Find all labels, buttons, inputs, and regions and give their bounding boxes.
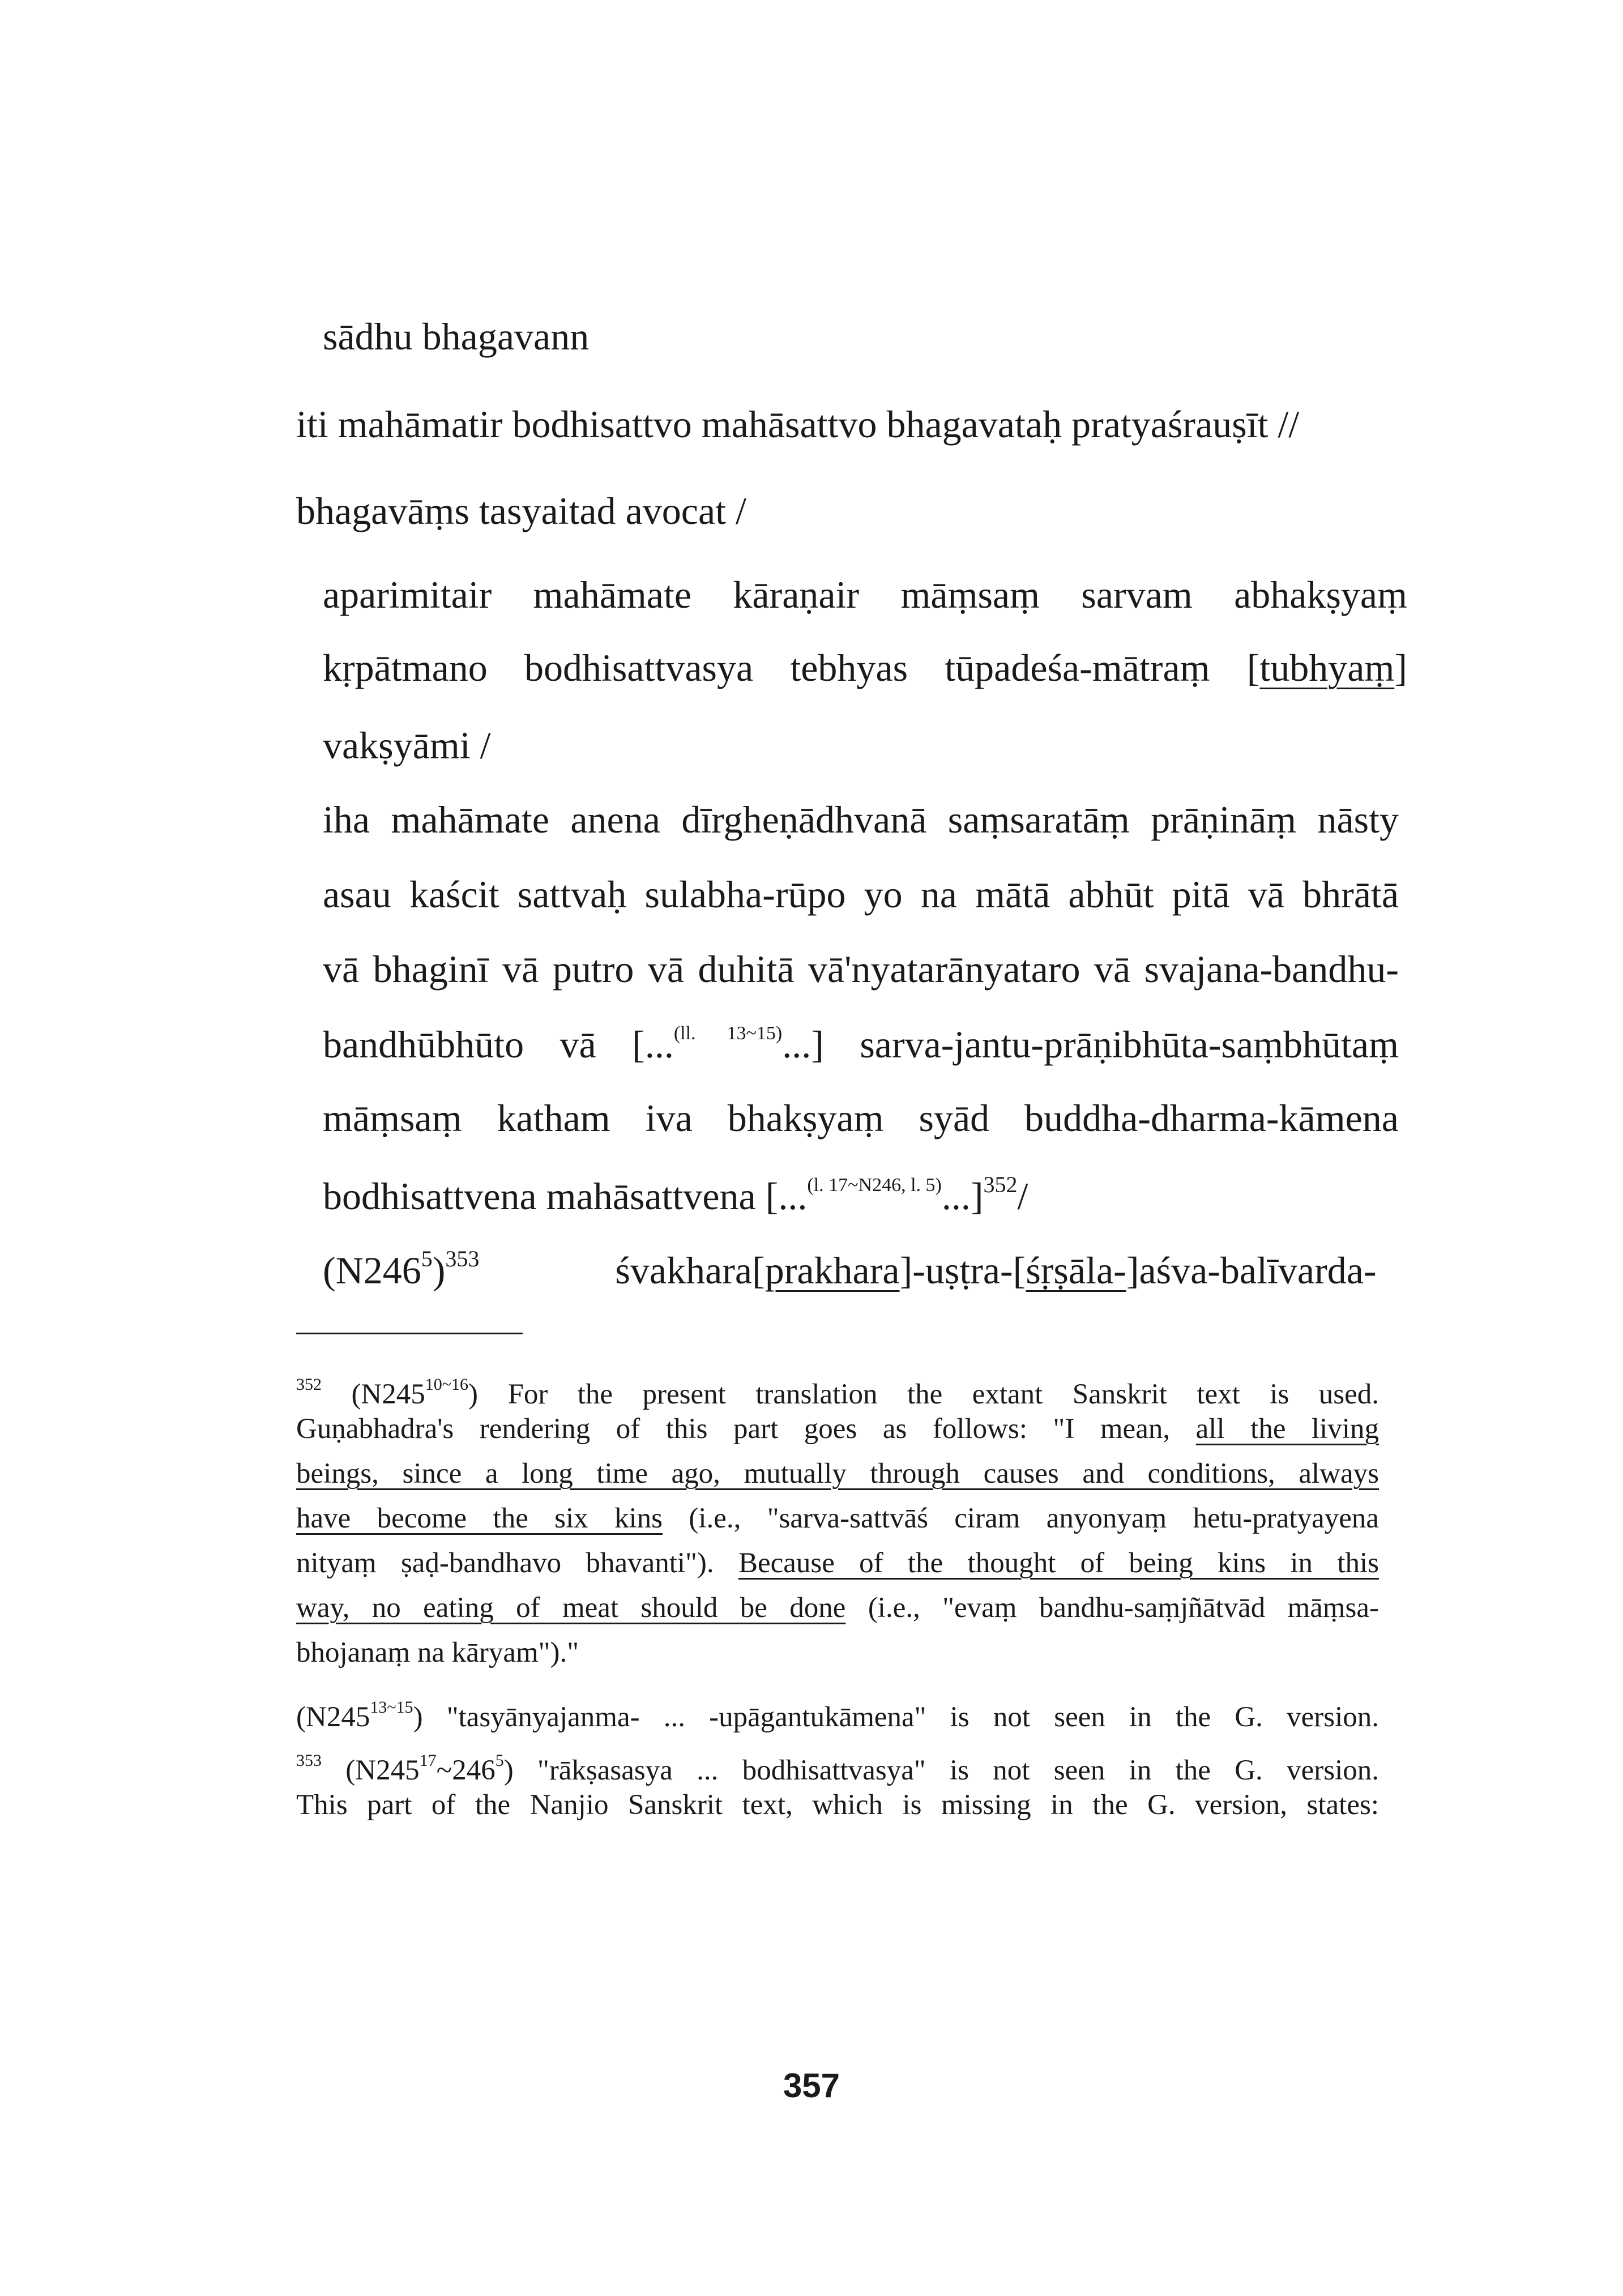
text-line: [296, 403, 1400, 446]
line-text: ): [432, 1249, 446, 1292]
line-text: vā bhaginī vā putro vā duhitā vā'nyatarānyataro vā svajana-bandhu-: [323, 948, 1399, 991]
line-text: iha mahāmate anena dīrgheṇādhvanā saṃsaratāṃ prāṇināṃ nāsty: [323, 798, 1399, 841]
underlined-text: have become the six kins: [296, 1503, 663, 1534]
footnote-text: "rākṣasasya ... bodhisattvasya" is not seen in the G. version.: [537, 1755, 1379, 1786]
footnote-line: [296, 1783, 1379, 1828]
line-text: aparimitair mahāmate kāraṇair māṃsaṃ sarvam abhakṣyaṃ: [323, 573, 1407, 616]
footnote-text: For the present translation the extant Sanskrit text is used.: [507, 1379, 1379, 1410]
page-number: 357: [783, 2067, 840, 2105]
footnote-text: (i.e., "sarva-sattvāś ciram anyonyaṃ hetu-pratyayena: [689, 1503, 1379, 1534]
text-line: [323, 317, 1427, 356]
footnote-ref-352: 352: [983, 1172, 1018, 1197]
footnote-number: 353: [296, 1751, 322, 1770]
text-line: [296, 489, 1400, 532]
line-text: (N246: [323, 1249, 421, 1292]
line-text: ]aśva-balīvarda-: [1126, 1249, 1377, 1292]
footnote-line: [296, 1496, 1379, 1541]
underlined-word: tubhyaṃ: [1259, 646, 1395, 689]
footnote-352: [296, 1362, 1379, 1675]
line-text: bhagavāṃs tasyaitad avocat /: [296, 489, 746, 532]
footnote-ref-superscript: 17: [419, 1751, 437, 1770]
line-text: ]-uṣṭra-[: [899, 1249, 1026, 1292]
text-line: [323, 1024, 1399, 1064]
footnote-line: [296, 1631, 1379, 1675]
line-text: ...] sarva-jantu-prāṇibhūta-saṃbhūtaṃ: [782, 1023, 1399, 1066]
underlined-text: all the living: [1195, 1413, 1379, 1445]
text-line: [323, 800, 1399, 839]
footnote-number: 352: [296, 1375, 322, 1394]
footnote-line: [296, 1685, 1379, 1733]
footnote-n245: [296, 1685, 1379, 1733]
footnote-line: [296, 1452, 1379, 1496]
line-text: ...]: [941, 1175, 984, 1218]
line-text: śvakhara[: [615, 1249, 765, 1292]
footnote-text: nityaṃ ṣaḍ-bandhavo bhavanti").: [296, 1547, 714, 1579]
text-line: [323, 648, 1407, 687]
footnote-ref: ): [413, 1701, 423, 1733]
footnote-ref-superscript: 13~15: [370, 1698, 413, 1717]
text-line: [323, 726, 1427, 765]
footnote-ref-superscript: 10~16: [425, 1375, 469, 1394]
footnote-text: This part of the Nanjio Sanskrit text, which is missing in the G. version, states:: [296, 1789, 1379, 1821]
text-line: [323, 948, 1399, 991]
footnote-text: Guṇabhadra's rendering of this part goes as follows: "I mean,: [296, 1413, 1171, 1445]
line-superscript: 5: [421, 1246, 433, 1271]
bracket: ]: [1394, 646, 1407, 689]
footnote-ref: ~246: [436, 1755, 496, 1786]
line-text: /: [1017, 1175, 1028, 1218]
underlined-word: śṛṣāla-: [1026, 1249, 1126, 1292]
footnote-line: [296, 1738, 1379, 1786]
footnote-ref: ): [468, 1379, 478, 1410]
footnote-ref-353: 353: [445, 1246, 480, 1271]
line-text: iti mahāmatir bodhisattvo mahāsattvo bhagavataḥ pratyaśrauṣīt //: [296, 403, 1300, 446]
footnote-text: (i.e., "evaṃ bandhu-saṃjñātvād māṃsa-: [868, 1592, 1379, 1624]
underlined-text: beings, since a long time ago, mutually through causes and conditions, always: [296, 1458, 1379, 1490]
underlined-text: Because of the thought of being kins in this: [738, 1547, 1379, 1579]
text-line: [323, 575, 1407, 614]
footnote-text: bhojanaṃ na kāryam").": [296, 1637, 579, 1668]
footnote-line: [296, 1586, 1379, 1631]
line-text: bodhisattvena mahāsattvena [...: [323, 1175, 808, 1218]
underlined-word: prakhara: [764, 1249, 900, 1292]
line-text: kṛpātmano bodhisattvasya tebhyas tūpadeśa-mātraṃ [: [323, 646, 1260, 689]
line-ref-superscript: (l. 17~N246, l. 5): [807, 1175, 942, 1196]
footnote-ref: (N245: [345, 1755, 420, 1786]
line-text: bandhūbhūto vā [...: [323, 1023, 674, 1066]
footnote-line: [296, 1541, 1379, 1586]
footnote-separator: [296, 1333, 523, 1334]
footnote-text: "tasyānyajanma- ... -upāgantukāmena" is not seen in the G. version.: [446, 1701, 1379, 1733]
underlined-text: way, no eating of meat should be done: [296, 1592, 846, 1624]
footnote-ref: ): [503, 1755, 514, 1786]
text-line: [323, 875, 1399, 914]
line-text: asau kaścit sattvaḥ sulabha-rūpo yo na mātā abhūt pitā vā bhrātā: [323, 873, 1399, 916]
footnote-line: [296, 1362, 1379, 1410]
line-text: māṃsaṃ katham iva bhakṣyaṃ syād buddha-dharma-kāmena: [323, 1096, 1399, 1140]
footnote-line: [296, 1407, 1379, 1452]
line-ref-superscript: (ll. 13~15): [673, 1023, 783, 1044]
footnote-ref: (N245: [296, 1701, 370, 1733]
line-text: vakṣyāmi /: [323, 724, 491, 767]
footnote-ref-superscript: 5: [495, 1751, 504, 1770]
footnote-353: [296, 1738, 1379, 1828]
text-line: [323, 1248, 1427, 1290]
footnote-ref: (N245: [351, 1379, 425, 1410]
text-line: [323, 1172, 1427, 1218]
line-text: sādhu bhagavann: [323, 315, 590, 358]
text-line: [323, 1096, 1399, 1140]
